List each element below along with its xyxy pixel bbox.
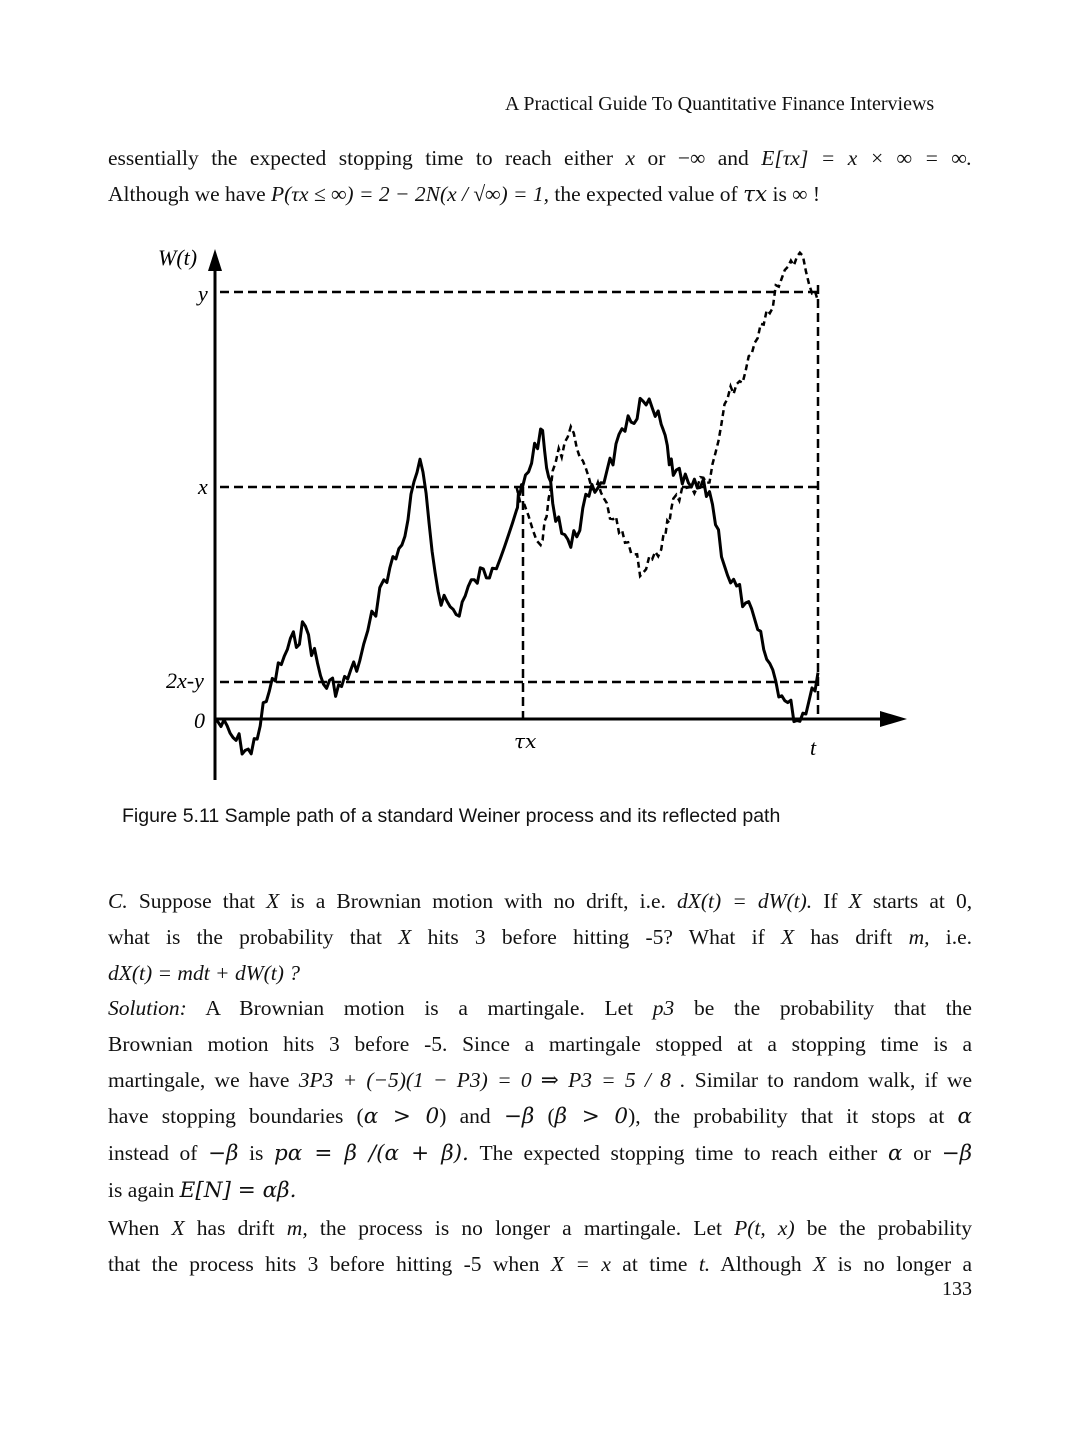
- tick-label-t: t: [810, 735, 817, 760]
- drift-line-2: that the process hits 3 before hitting -5 when X = x at time t. Although X is no longer a: [108, 1252, 973, 1276]
- wiener-path-line: [215, 398, 818, 754]
- page-number: 133: [942, 1278, 972, 1300]
- probability-formula: P(τx ≤ ∞) = 2 − 2N(x / √∞) = 1,: [271, 182, 550, 206]
- solution-line-1: Solution: A Brownian motion is a martingale. Let p3 be the probability that the: [108, 996, 972, 1020]
- tick-label-tau-x: τx: [514, 729, 537, 753]
- solution-line-6: is again E[N] = αβ.: [108, 1178, 297, 1203]
- tick-label-x: x: [198, 474, 208, 499]
- solution-line-4: have stopping boundaries (α > 0) and −β (β > 0), the probability that it stops at α: [108, 1104, 973, 1129]
- drift-line-1: When X has drift m, the process is no longer a martingale. Let P(t, x) be the probability: [108, 1216, 972, 1240]
- question-c: [108, 883, 972, 991]
- y-axis-arrowhead: [208, 249, 222, 271]
- solution-paragraph: [108, 990, 972, 1209]
- question-c-line-1: C. Suppose that X is a Brownian motion with no drift, i.e. dX(t) = dW(t). If X starts at 0,: [108, 889, 973, 913]
- running-header: A Practical Guide To Quantitative Finance Interviews: [505, 93, 935, 115]
- intro-line-1: essentially the expected stopping time to reach either x or −∞ and E[τx] = x × ∞ = ∞.: [108, 146, 973, 170]
- tick-label-zero: 0: [194, 708, 205, 733]
- figure-5-11: [150, 245, 920, 790]
- drift-paragraph: [108, 1210, 972, 1282]
- solution-line-2: Brownian motion hits 3 before -5. Since a martingale stopped at a stopping time is a: [108, 1032, 972, 1056]
- tick-label-2x-y: 2x-y: [166, 668, 204, 693]
- tick-label-y: y: [198, 281, 208, 306]
- intro-paragraph: [108, 140, 972, 213]
- solution-line-5: instead of −β is pα = β /(α + β). The expected stopping time to reach either α or −β: [108, 1141, 973, 1166]
- figure-caption: Figure 5.11 Sample path of a standard Weiner process and its reflected path: [122, 805, 781, 827]
- intro-line-2: Although we have P(τx ≤ ∞) = 2 − 2N(x / √∞) = 1, the expected value of τx is ∞ !: [108, 182, 821, 207]
- y-axis-label: W(t): [158, 245, 198, 270]
- solution-line-3: martingale, we have 3P3 + (−5)(1 − P3) = 0 ⇒ P3 = 5 / 8 . Similar to random walk, if we: [108, 1068, 973, 1092]
- question-c-line-2: what is the probability that X hits 3 before hitting -5? What if X has drift m, i.e.: [108, 925, 972, 949]
- question-c-line-3: dX(t) = mdt + dW(t) ?: [108, 961, 301, 985]
- x-axis-arrowhead: [880, 711, 907, 727]
- expectation-formula: E[τx] = x × ∞ = ∞.: [761, 146, 973, 170]
